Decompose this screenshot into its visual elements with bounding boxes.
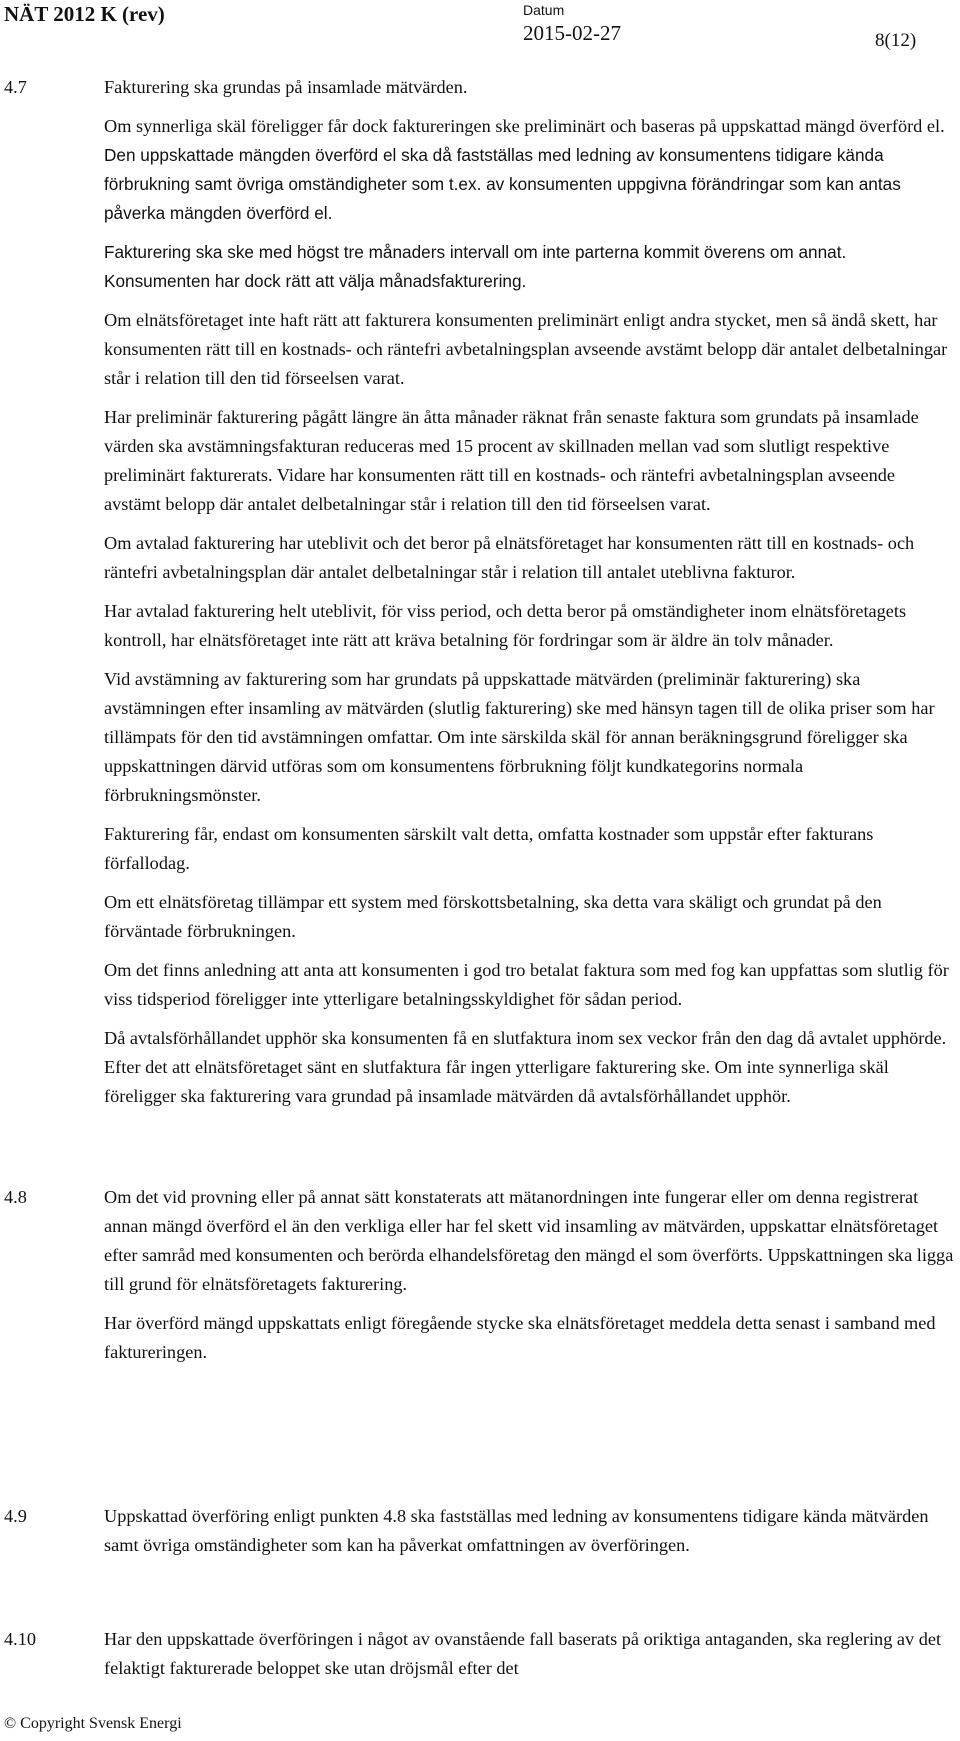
section-number: 4.10 <box>4 1629 36 1649</box>
paragraph: Fakturering ska ske med högst tre månaders intervall om inte parterna kommit överens om annat. Konsumenten har dock rätt att välja månadsfakturering. <box>104 242 847 291</box>
section-number: 4.7 <box>4 77 27 97</box>
paragraph <box>104 112 956 228</box>
section-body <box>104 1183 956 1367</box>
section-4-10 <box>4 1625 956 1693</box>
paragraph: Om det vid provning eller på annat sätt konstaterats att mätanordningen inte fungerar eller om denna registrerat annan mängd överförd el än den verkliga eller har fel skett vid insamling av mätvärden, uppskattar elnätsföretaget efter samråd med konsumenten och berörda elhandelsföretag den mängd el som överförts. Uppskattningen ska ligga till grund för elnätsföretagets fakturering. <box>104 1187 954 1294</box>
paragraph: Om det finns anledning att anta att konsumenten i god tro betalat faktura som med fog kan uppfattas som slutlig för viss tidsperiod föreligger inte ytterligare betalningsskyldighet för sådan period. <box>104 960 949 1009</box>
paragraph: Fakturering ska grundas på insamlade mätvärden. <box>104 77 468 97</box>
section-4-9 <box>4 1502 956 1570</box>
paragraph-part: Den uppskattade mängden överförd el ska då fastställas med ledning av konsumentens tidigare kända förbrukning samt övriga omständigheter som t.ex. av konsumenten uppgivna förändringar som kan antas påverka mängden överförd el. <box>104 145 901 223</box>
document-date: 2015-02-27 <box>523 21 621 45</box>
paragraph: Om elnätsföretaget inte haft rätt att fakturera konsumenten preliminärt enligt andra stycket, men så ändå skett, har konsumenten rätt till en kostnads- och räntefri avbetalningsplan avseende avstämt belopp där antalet delbetalningar står i relation till den tid förseelsen varat. <box>104 310 948 388</box>
paragraph: Har preliminär fakturering pågått längre än åtta månader räknat från senaste faktura som grundats på insamlade värden ska avstämningsfakturan reduceras med 15 procent av skillnaden mellan vad som slutligt respektive preliminärt fakturerats. Vidare har konsumenten rätt till en kostnads- och räntefri avbetalningsplan avseende avstämt belopp där antalet delbetalningar står i relation till den tid förseelsen varat. <box>104 407 919 514</box>
section-4-8 <box>4 1183 956 1377</box>
paragraph: Har avtalad fakturering helt uteblivit, för viss period, och detta beror på omständigheter inom elnätsföretagets kontroll, har elnätsföretaget inte rätt att kräva betalning för fordringar som är äldre än tolv månader. <box>104 601 907 650</box>
copyright-footer: © Copyright Svensk Energi <box>4 1715 182 1732</box>
paragraph: Har överförd mängd uppskattats enligt föregående stycke ska elnätsföretaget meddela detta senast i samband med faktureringen. <box>104 1313 936 1362</box>
date-label: Datum <box>523 2 565 18</box>
section-number: 4.9 <box>4 1506 27 1526</box>
paragraph-part: Om synnerliga skäl föreligger får dock faktureringen ske preliminärt och baseras på uppskattad mängd överförd el. <box>104 116 945 136</box>
document-title: NÄT 2012 K (rev) <box>4 2 165 26</box>
section-number: 4.8 <box>4 1187 27 1207</box>
section-body <box>104 1625 956 1683</box>
paragraph: Om ett elnätsföretag tillämpar ett system med förskottsbetalning, ska detta vara skäligt och grundat på den förväntade förbrukningen. <box>104 892 882 941</box>
paragraph: Har den uppskattade överföringen i något av ovanstående fall baserats på oriktiga antaganden, ska reglering av det felaktigt fakturerade beloppet ske utan dröjsmål efter det <box>104 1629 942 1678</box>
page-number: 8(12) <box>875 30 917 51</box>
paragraph: Fakturering får, endast om konsumenten särskilt valt detta, omfatta kostnader som uppstår efter fakturans förfallodag. <box>104 824 874 873</box>
paragraph: Om avtalad fakturering har uteblivit och det beror på elnätsföretaget har konsumenten rätt till en kostnads- och räntefri avbetalningsplan där antalet delbetalningar står i relation till antalet uteblivna fakturor. <box>104 533 915 582</box>
section-body <box>104 1502 956 1560</box>
paragraph: Vid avstämning av fakturering som har grundats på uppskattade mätvärden (preliminär fakturering) ska avstämningen efter insamling av mätvärden (slutlig fakturering) ske med hänsyn tagen till de olika priser som har tillämpats för den tid avstämningen omfattar. Om inte särskilda skäl för annan beräkningsgrund föreligger ska uppskattningen därvid utföras som om konsumentens förbrukning följt kundkategorins normala förbrukningsmönster. <box>104 669 935 805</box>
paragraph: Uppskattad överföring enligt punkten 4.8 ska fastställas med ledning av konsumentens tidigare kända mätvärden samt övriga omständigheter som kan ha påverkat omfattningen av överföringen. <box>104 1506 929 1555</box>
section-4-7 <box>4 73 956 1121</box>
section-body <box>104 73 956 1111</box>
paragraph: Då avtalsförhållandet upphör ska konsumenten få en slutfaktura inom sex veckor från den dag då avtalet upphörde. Efter det att elnätsföretaget sänt en slutfaktura får ingen ytterligare fakturering ske. Om inte synnerliga skäl föreligger ska fakturering vara grundad på insamlade mätvärden då avtalsförhållandet upphör. <box>104 1028 947 1106</box>
